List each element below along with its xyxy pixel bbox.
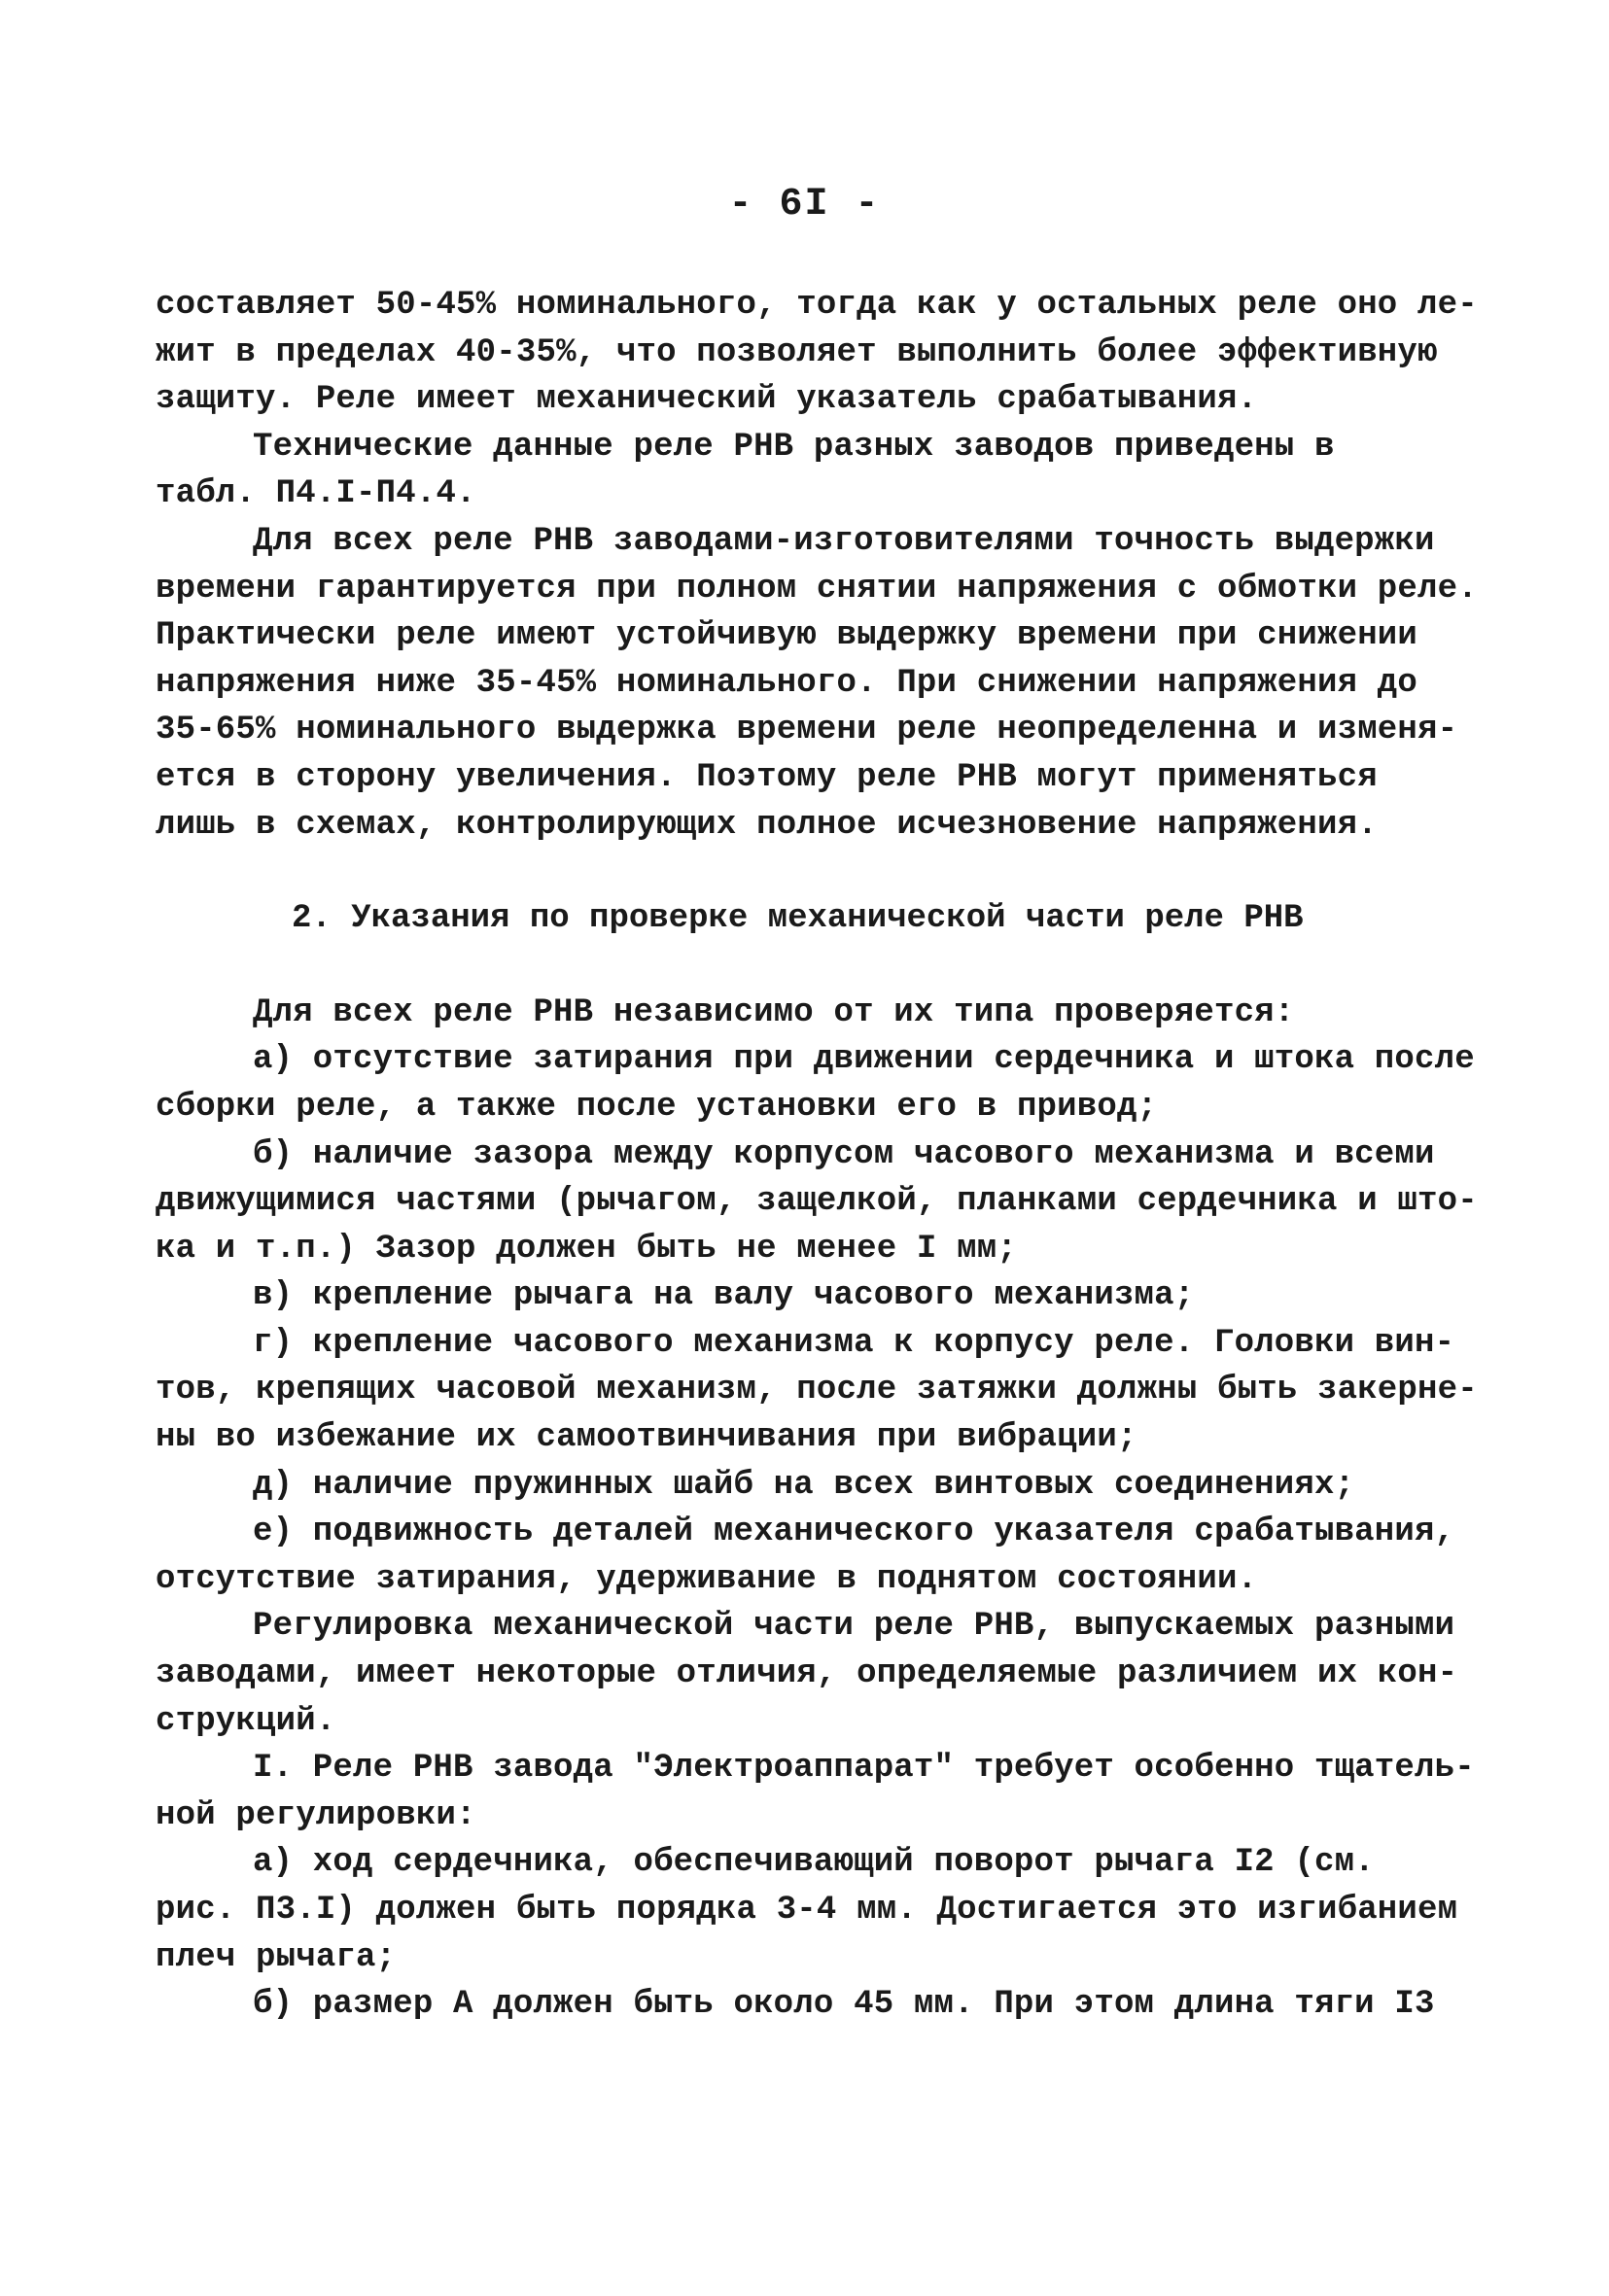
text-line: Технические данные реле РНВ разных заводов приведены в xyxy=(253,428,1335,466)
list-item-v xyxy=(156,1272,1463,1320)
paragraph-5 xyxy=(156,1603,1463,1745)
text-line: 35-65% номинального выдержка времени реле неопределенна и изменя- xyxy=(156,712,1458,749)
text-line: напряжения ниже 35-45% номинального. При снижении напряжения до xyxy=(156,664,1418,702)
text-line: рис. П3.I) должен быть порядка 3-4 мм. Достигается это изгибанием xyxy=(156,1892,1458,1929)
text-line: ны во избежание их самоотвинчивания при вибрации; xyxy=(156,1419,1137,1457)
spacer xyxy=(156,849,1463,895)
list-item-6a xyxy=(156,1839,1463,1981)
list-item-g xyxy=(156,1320,1478,1462)
list-item-d xyxy=(156,1462,1463,1510)
text-line: составляет 50-45% номинального, тогда как у остальных реле оно ле- xyxy=(156,287,1478,324)
text-line: ной регулировки: xyxy=(156,1796,476,1834)
text-line: табл. П4.I-П4.4. xyxy=(156,475,476,513)
text-line: заводами, имеет некоторые отличия, определяемые различием их кон- xyxy=(156,1655,1458,1693)
text-line: ка и т.п.) Зазор должен быть не менее I мм; xyxy=(156,1230,1017,1268)
text-line: Для всех реле РНВ независимо от их типа проверяется: xyxy=(253,993,1295,1031)
text-line: защиту. Реле имеет механический указатель срабатывания. xyxy=(156,381,1258,419)
spacer xyxy=(156,943,1463,990)
list-item-a xyxy=(156,1036,1475,1131)
paragraph-4 xyxy=(156,990,1463,1037)
text-line: времени гарантируется при полном снятии напряжения с обмотки реле. xyxy=(156,570,1478,608)
list-item-e xyxy=(156,1509,1463,1603)
text-line: г) крепление часового механизма к корпусу реле. Головки вин- xyxy=(253,1324,1455,1362)
text-line: лишь в схемах, контролирующих полное исчезновение напряжения. xyxy=(156,806,1378,844)
text-line: плеч рычага; xyxy=(156,1938,397,1976)
paragraph-3 xyxy=(156,518,1478,849)
text-line: отсутствие затирания, удерживание в поднятом состоянии. xyxy=(156,1560,1258,1598)
text-line: струкций. xyxy=(156,1702,336,1740)
text-line: Для всех реле РНВ заводами-изготовителями точность выдержки xyxy=(253,522,1435,560)
section-heading: 2. Указания по проверке механической части реле РНВ xyxy=(292,900,1304,938)
text-line: движущимися частями (рычагом, защелкой, планками сердечника и што- xyxy=(156,1183,1478,1221)
body-text xyxy=(156,282,1478,2029)
paragraph-6 xyxy=(156,1745,1475,1839)
text-line: б) наличие зазора между корпусом часового механизма и всеми xyxy=(253,1135,1435,1173)
list-item-6b xyxy=(156,1981,1463,2029)
text-line: ется в сторону увеличения. Поэтому реле РНВ могут применяться xyxy=(156,758,1378,796)
text-line: жит в пределах 40-35%, что позволяет выполнить более эффективную xyxy=(156,333,1438,371)
text-line: а) ход сердечника, обеспечивающий поворот рычага I2 (см. xyxy=(253,1844,1375,1882)
text-line: в) крепление рычага на валу часового механизма; xyxy=(253,1277,1195,1315)
text-line: сборки реле, а также после установки его в привод; xyxy=(156,1088,1158,1126)
text-line: Регулировка механической части реле РНВ, выпускаемых разными xyxy=(253,1608,1455,1646)
text-line: е) подвижность деталей механического указателя срабатывания, xyxy=(253,1513,1455,1551)
paragraph-1 xyxy=(156,282,1478,424)
text-line: б) размер А должен быть около 45 мм. При этом длина тяги I3 xyxy=(253,1986,1435,2024)
paragraph-2 xyxy=(156,424,1463,518)
list-item-b xyxy=(156,1131,1478,1273)
text-line: д) наличие пружинных шайб на всех винтовых соединениях; xyxy=(253,1466,1355,1504)
text-line: а) отсутствие затирания при движении сердечника и штока после xyxy=(253,1041,1475,1079)
text-line: тов, крепящих часовой механизм, после затяжки должны быть закерне- xyxy=(156,1372,1478,1409)
text-line: I. Реле РНВ завода "Электроаппарат" требует особенно тщатель- xyxy=(253,1750,1475,1788)
page-number: - 6I - xyxy=(728,183,881,226)
text-line: Практически реле имеют устойчивую выдержку времени при снижении xyxy=(156,617,1418,655)
